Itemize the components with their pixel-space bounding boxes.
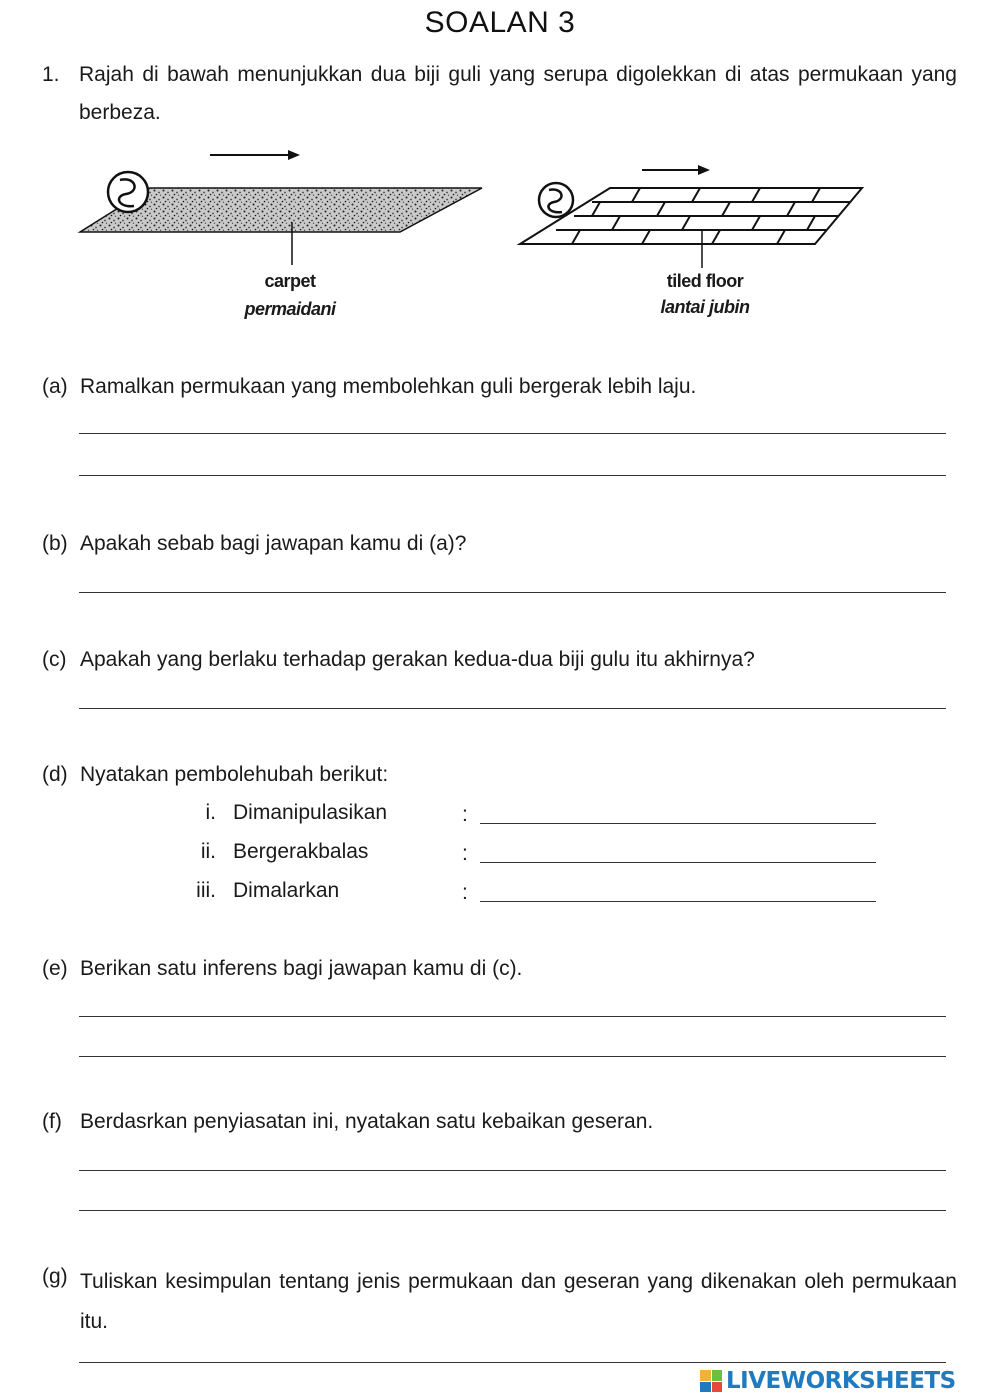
- variable-3-number: iii.: [196, 879, 216, 902]
- answer-line-e2[interactable]: [79, 1056, 946, 1057]
- tiled-floor-label-ms: lantai jubin: [660, 297, 750, 317]
- part-f-label: (f): [42, 1110, 62, 1133]
- part-c-text: Apakah yang berlaku terhadap gerakan kedua-dua biji gulu itu akhirnya?: [80, 648, 755, 671]
- question-number: 1.: [42, 63, 60, 86]
- answer-line-f1[interactable]: [79, 1170, 946, 1171]
- part-b-text: Apakah sebab bagi jawapan kamu di (a)?: [80, 532, 467, 555]
- part-f-text: Berdasrkan penyiasatan ini, nyatakan satu kebaikan geseran.: [80, 1110, 654, 1133]
- variable-3-name: Dimalarkan: [233, 879, 340, 902]
- variable-1-number: i.: [205, 801, 216, 824]
- right-marble-icon: [539, 183, 573, 217]
- diagram-figure: [0, 140, 1000, 330]
- part-d-text: Nyatakan pembolehubah berikut:: [80, 763, 389, 786]
- part-c-label: (c): [42, 648, 67, 671]
- answer-line-a1[interactable]: [79, 433, 946, 434]
- part-e-label: (e): [42, 957, 68, 980]
- left-marble-icon: [108, 172, 148, 212]
- variable-2-number: ii.: [200, 840, 216, 863]
- answer-line-g1[interactable]: [79, 1362, 946, 1363]
- diagram-svg: [0, 140, 1000, 330]
- part-d: [42, 760, 388, 790]
- part-g-text: Tuliskan kesimpulan tentang jenis permukaan dan geseran yang dikenakan oleh permukaan itu.: [80, 1270, 957, 1333]
- answer-line-responding[interactable]: [480, 862, 876, 863]
- answer-line-constant[interactable]: [480, 901, 876, 902]
- answer-line-manipulated[interactable]: [480, 823, 876, 824]
- variable-3-colon: :: [462, 881, 468, 904]
- page-title: SOALAN 3: [424, 6, 576, 39]
- part-a: [42, 372, 696, 402]
- answer-line-c1[interactable]: [79, 708, 946, 709]
- answer-line-f2[interactable]: [79, 1210, 946, 1211]
- part-d-label: (d): [42, 763, 68, 786]
- question-intro: [42, 56, 957, 132]
- question-text: Rajah di bawah menunjukkan dua biji guli yang serupa digolekkan di atas permukaan yang berbeza.: [79, 63, 957, 124]
- part-g: [42, 1262, 957, 1342]
- part-e-text: Berikan satu inferens bagi jawapan kamu di (c).: [80, 957, 523, 980]
- answer-line-e1[interactable]: [79, 1016, 946, 1017]
- brand-text: LIVEWORKSHEETS: [726, 1368, 956, 1394]
- carpet-label-ms: permaidani: [244, 299, 336, 319]
- variable-2-colon: :: [462, 842, 468, 865]
- right-arrow-icon: [642, 165, 710, 175]
- variable-1-colon: :: [462, 803, 468, 826]
- part-a-text: Ramalkan permukaan yang membolehkan guli bergerak lebih laju.: [80, 375, 697, 398]
- part-c: [42, 645, 755, 675]
- tiled-floor-label-en: tiled floor: [666, 271, 744, 291]
- carpet-label-en: carpet: [264, 271, 316, 291]
- variable-2-name: Bergerakbalas: [233, 840, 369, 863]
- part-a-label: (a): [42, 375, 68, 398]
- answer-line-a2[interactable]: [79, 475, 946, 476]
- part-f: [42, 1107, 653, 1137]
- variable-1-name: Dimanipulasikan: [233, 801, 388, 824]
- part-b: [42, 529, 466, 559]
- liveworksheets-brand: [700, 1366, 996, 1396]
- liveworksheets-logo-icon: [700, 1370, 722, 1392]
- answer-line-b1[interactable]: [79, 592, 946, 593]
- part-g-label: (g): [42, 1265, 68, 1288]
- part-b-label: (b): [42, 532, 68, 555]
- part-e: [42, 954, 522, 984]
- left-arrow-icon: [210, 150, 300, 160]
